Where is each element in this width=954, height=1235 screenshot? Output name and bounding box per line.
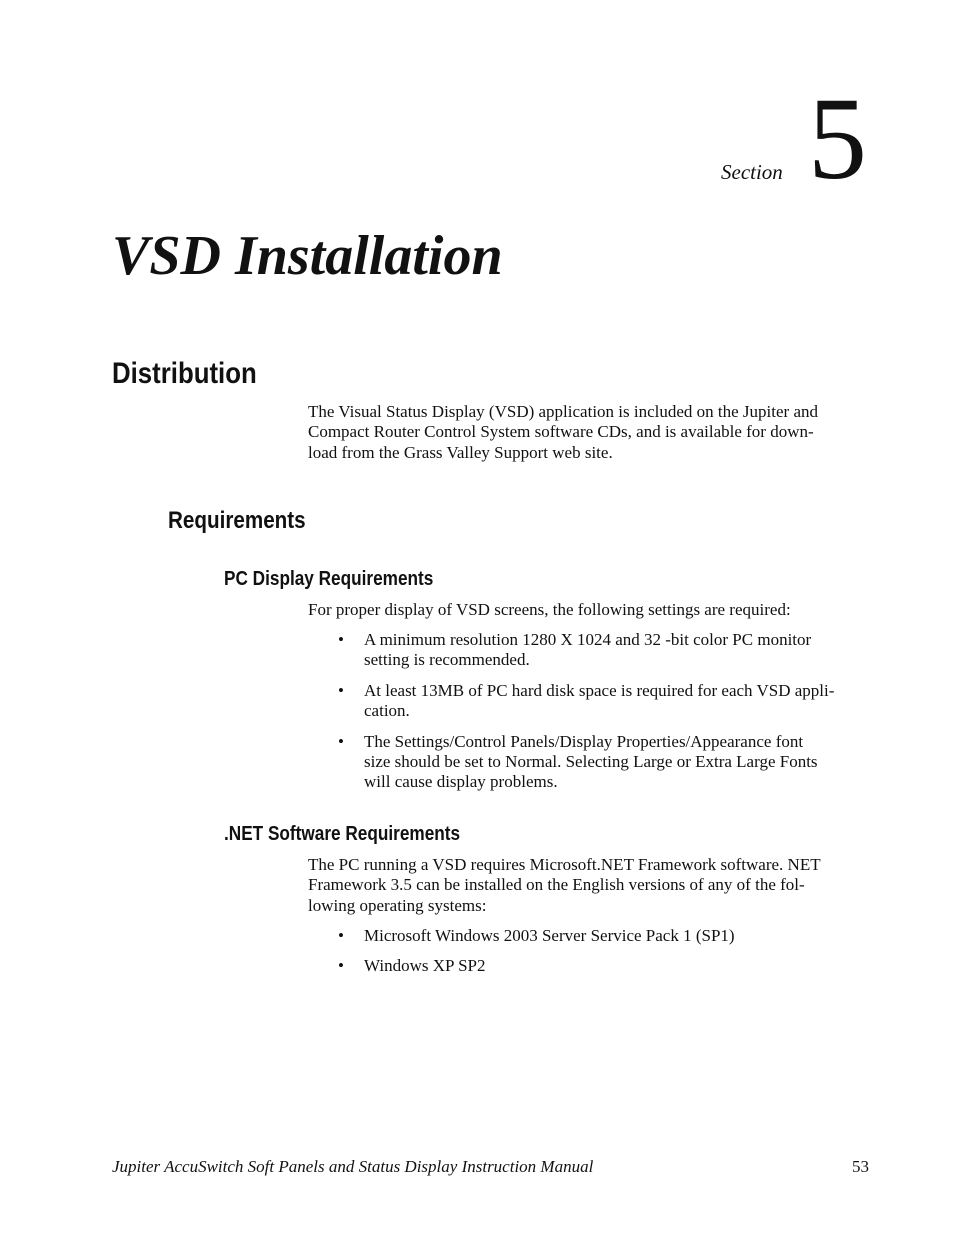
text-line: A minimum resolution 1280 X 1024 and 32 -bit color PC monitor: [364, 630, 812, 649]
text-line: Windows XP SP2: [364, 956, 486, 976]
text-line: cation.: [364, 701, 410, 721]
heading-pc-display-requirements: PC Display Requirements: [224, 568, 434, 590]
text-line: size should be set to Normal. Selecting Large or Extra Large Fonts: [364, 752, 818, 772]
heading-distribution: Distribution: [112, 357, 257, 390]
net-software-paragraph: [308, 855, 874, 916]
text-line: Framework 3.5 can be installed on the English versions of any of the fol-: [308, 875, 805, 895]
text-line: setting is recommended.: [364, 650, 530, 670]
list-item: [308, 681, 874, 722]
text-line: load from the Grass Valley Support web site.: [308, 442, 613, 462]
net-software-bullet-list: [308, 926, 874, 987]
bullet-icon: •: [338, 630, 344, 649]
text-line: The Visual Status Display (VSD) application is included on the Jupiter and: [308, 402, 818, 421]
chapter-title: VSD Installation: [112, 225, 503, 287]
text-line: For proper display of VSD screens, the following settings are required:: [308, 600, 791, 619]
list-item: [308, 732, 874, 793]
bullet-icon: •: [338, 731, 344, 751]
bullet-icon: •: [338, 926, 344, 945]
list-item: [308, 926, 874, 946]
bullet-icon: •: [338, 956, 344, 976]
text-line: Compact Router Control System software CDs, and is available for down-: [308, 422, 814, 442]
pc-display-intro: [308, 600, 874, 620]
text-line: At least 13MB of PC hard disk space is required for each VSD appli-: [364, 680, 835, 700]
text-line: The PC running a VSD requires Microsoft.NET Framework software. NET: [308, 855, 821, 874]
text-line: will cause display problems.: [364, 772, 558, 792]
text-line: The Settings/Control Panels/Display Properties/Appearance font: [364, 731, 804, 751]
list-item: [308, 630, 874, 671]
distribution-paragraph: [308, 402, 874, 463]
footer-page-number: 53: [852, 1157, 869, 1176]
footer-manual-title: Jupiter AccuSwitch Soft Panels and Status Display Instruction Manual: [112, 1157, 594, 1176]
pc-display-bullet-list: [308, 630, 874, 803]
list-item: [308, 956, 874, 976]
section-label: Section: [721, 160, 783, 184]
text-line: lowing operating systems:: [308, 895, 487, 915]
text-line: Microsoft Windows 2003 Server Service Pack 1 (SP1): [364, 926, 735, 945]
heading-net-software-requirements: .NET Software Requirements: [224, 823, 461, 845]
bullet-icon: •: [338, 680, 344, 700]
section-number: 5: [808, 73, 867, 204]
heading-requirements: Requirements: [168, 507, 306, 534]
